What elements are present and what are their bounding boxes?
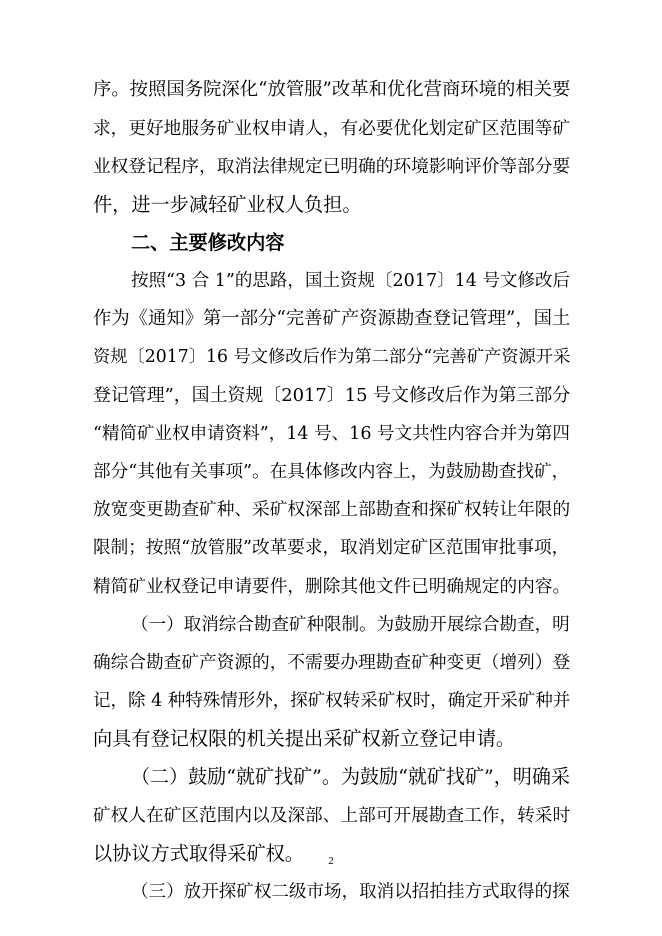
paragraph-line: 登记管理”，国土资规〔2017〕15 号文修改后作为第三部分 bbox=[93, 385, 571, 406]
section-heading: 二、主要修改内容 bbox=[131, 231, 285, 254]
paragraph-line: 资规〔2017〕16 号文修改后作为第二部分“完善矿产资源开采 bbox=[93, 347, 571, 367]
paragraph-line: （三）放开探矿权二级市场，取消以招拍挂方式取得的探 bbox=[131, 882, 570, 902]
paragraph-line: 业权登记程序，取消法律规定已明确的环境影响评价等部分要 bbox=[93, 157, 571, 177]
paragraph-line: 放宽变更勘查矿种、采矿权深部上部勘查和探矿权转让年限的 bbox=[93, 500, 571, 520]
page-number: 2 bbox=[328, 855, 334, 867]
paragraph-line: “精简矿业权申请资料”，14 号、16 号文共性内容合并为第四 bbox=[93, 424, 570, 444]
paragraph-line: （二）鼓励“就矿找矿”。为鼓励“就矿找矿”，明确采 bbox=[131, 766, 570, 788]
paragraph-line: 记，除 4 种特殊情形外，探矿权转采矿权时，确定开采矿种并 bbox=[93, 691, 571, 711]
paragraph-line: 精简矿业权登记申请要件，删除其他文件已明确规定的内容。 bbox=[93, 577, 571, 597]
paragraph-line: 件，进一步减轻矿业权人负担。 bbox=[93, 193, 362, 216]
paragraph-line: （一）取消综合勘查矿种限制。为鼓励开展综合勘查，明 bbox=[131, 615, 570, 635]
paragraph-line: 以协议方式取得采矿权。 bbox=[93, 842, 305, 865]
paragraph-line: 序。按照国务院深化“放管服”改革和优化营商环境的相关要 bbox=[93, 79, 571, 100]
paragraph-line: 确综合勘查矿产资源的，不需要办理勘查矿种变更（增列）登 bbox=[93, 653, 571, 673]
paragraph-line: 作为《通知》第一部分“完善矿产资源勘查登记管理”，国土 bbox=[93, 308, 571, 329]
paragraph-line: 限制；按照“放管服”改革要求，取消划定矿区范围审批事项， bbox=[93, 538, 570, 558]
paragraph-line: 向具有登记权限的机关提出采矿权新立登记申请。 bbox=[93, 727, 516, 750]
paragraph-line: 矿权人在矿区范围内以及深部、上部可开展勘查工作，转采时 bbox=[93, 806, 571, 826]
paragraph-line: 部分“其他有关事项”。在具体修改内容上，为鼓励勘查找矿， bbox=[93, 462, 570, 482]
paragraph-line: 按照“3 合 1”的思路，国土资规〔2017〕14 号文修改后 bbox=[131, 271, 571, 291]
paragraph-line: 求，更好地服务矿业权申请人，有必要优化划定矿区范围等矿 bbox=[93, 119, 571, 139]
